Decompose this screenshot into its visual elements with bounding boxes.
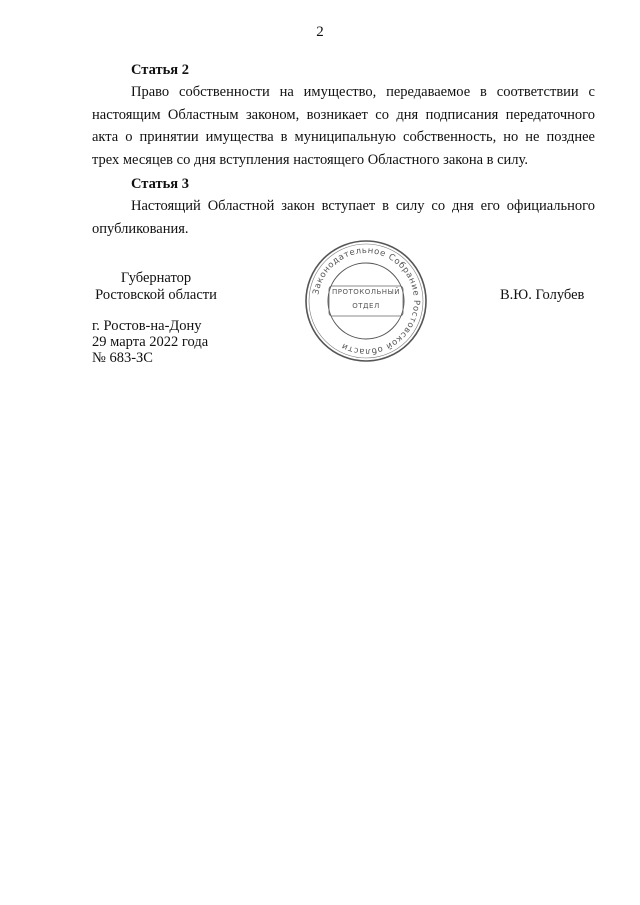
signature-title-line2: Ростовской области (95, 287, 217, 303)
article-3-text: Настоящий Областной закон вступает в силу со дня его официального опубликования. (92, 198, 595, 237)
page-number: 2 (316, 24, 324, 40)
article-2-text: Право собственности на имущество, передаваемое в соответствии с настоящим Областным законом, возникает со дня подписания передаточного акта о принятии имущества в муниципальную собственность, но не позднее трех месяцев со дня вступления настоящего Областного закона в силу. (92, 84, 595, 168)
article-2-heading: Статья 2 (131, 62, 189, 78)
date: 29 марта 2022 года (92, 334, 209, 350)
seal-stamp-graphic (303, 238, 429, 364)
place-date-number (92, 318, 208, 366)
signature-title (86, 270, 226, 304)
law-number: № 683-ЗС (92, 350, 153, 366)
signer-name: В.Ю. Голубев (500, 287, 585, 303)
seal-center-line1: ПРОТОКОЛЬНЫЙ (331, 288, 400, 296)
seal-ring-text: Законодательное Собрание Ростовской области (311, 245, 422, 357)
city: г. Ростов-на-Дону (92, 318, 202, 334)
article-3-heading: Статья 3 (131, 176, 189, 192)
seal-stamp (303, 238, 429, 364)
signature-title-line1: Губернатор (120, 270, 192, 286)
seal-center-line2: ОТДЕЛ (352, 302, 380, 310)
